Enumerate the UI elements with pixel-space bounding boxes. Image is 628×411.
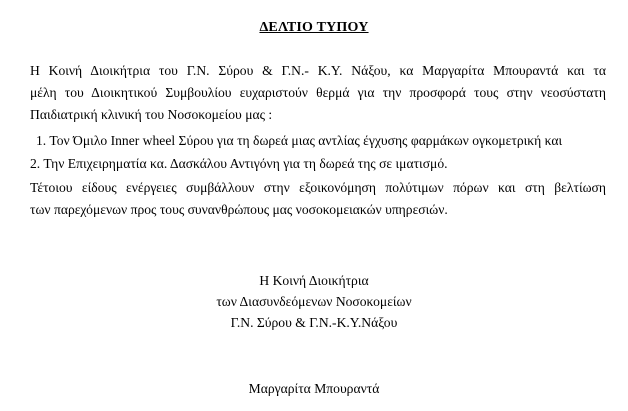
- donation-list-2: [30, 153, 606, 175]
- closing-line-2: των παρεχόμενων προς τους συνανθρώπους μας νοσοκομειακών υπηρεσιών.: [30, 202, 448, 217]
- closing-paragraph: [30, 177, 606, 221]
- signature-name: Μαργαρίτα Μπουραντά: [248, 381, 380, 396]
- intro-line-2: μέλη του Διοικητικού Συμβουλίου ευχαριστούν θερμά για την προσφορά τους στην νεοσύστατη: [30, 85, 606, 100]
- donation-item-1: 1. Τον Όμιλο Inner wheel Σύρου για τη δωρεά μιας αντλίας έγχυσης φαρμάκων ογκομετρική και: [36, 133, 563, 148]
- donation-list: [30, 130, 606, 152]
- signature-organization: των Διασυνδεόμενων Νοσοκομείων: [216, 294, 412, 309]
- donation-item-2: 2. Την Επιχειρηματία κα. Δασκάλου Αντιγόνη για τη δωρεά της σε ιματισμό.: [30, 156, 448, 171]
- signature-block: [0, 270, 628, 333]
- signature-role: Η Κοινή Διοικήτρια: [259, 273, 369, 288]
- intro-paragraph: [30, 60, 606, 126]
- intro-line-3: Παιδιατρική κλινική του Νοσοκομείου μας :: [30, 107, 273, 122]
- closing-line-1: Τέτοιου είδους ενέργειες συμβάλλουν στην εξοικονόμηση πολύτιμων πόρων και στη βελτίωση: [30, 180, 606, 195]
- document-title: ΔΕΛΤΙΟ ΤΥΠΟΥ: [259, 20, 369, 35]
- intro-line-1: Η Κοινή Διοικήτρια του Γ.Ν. Σύρου & Γ.Ν.- Κ.Υ. Νάξου, κα Μαργαρίτα Μπουραντά και τα: [30, 63, 606, 78]
- signature-hospitals: Γ.Ν. Σύρου & Γ.Ν.-Κ.Υ.Νάξου: [230, 315, 398, 330]
